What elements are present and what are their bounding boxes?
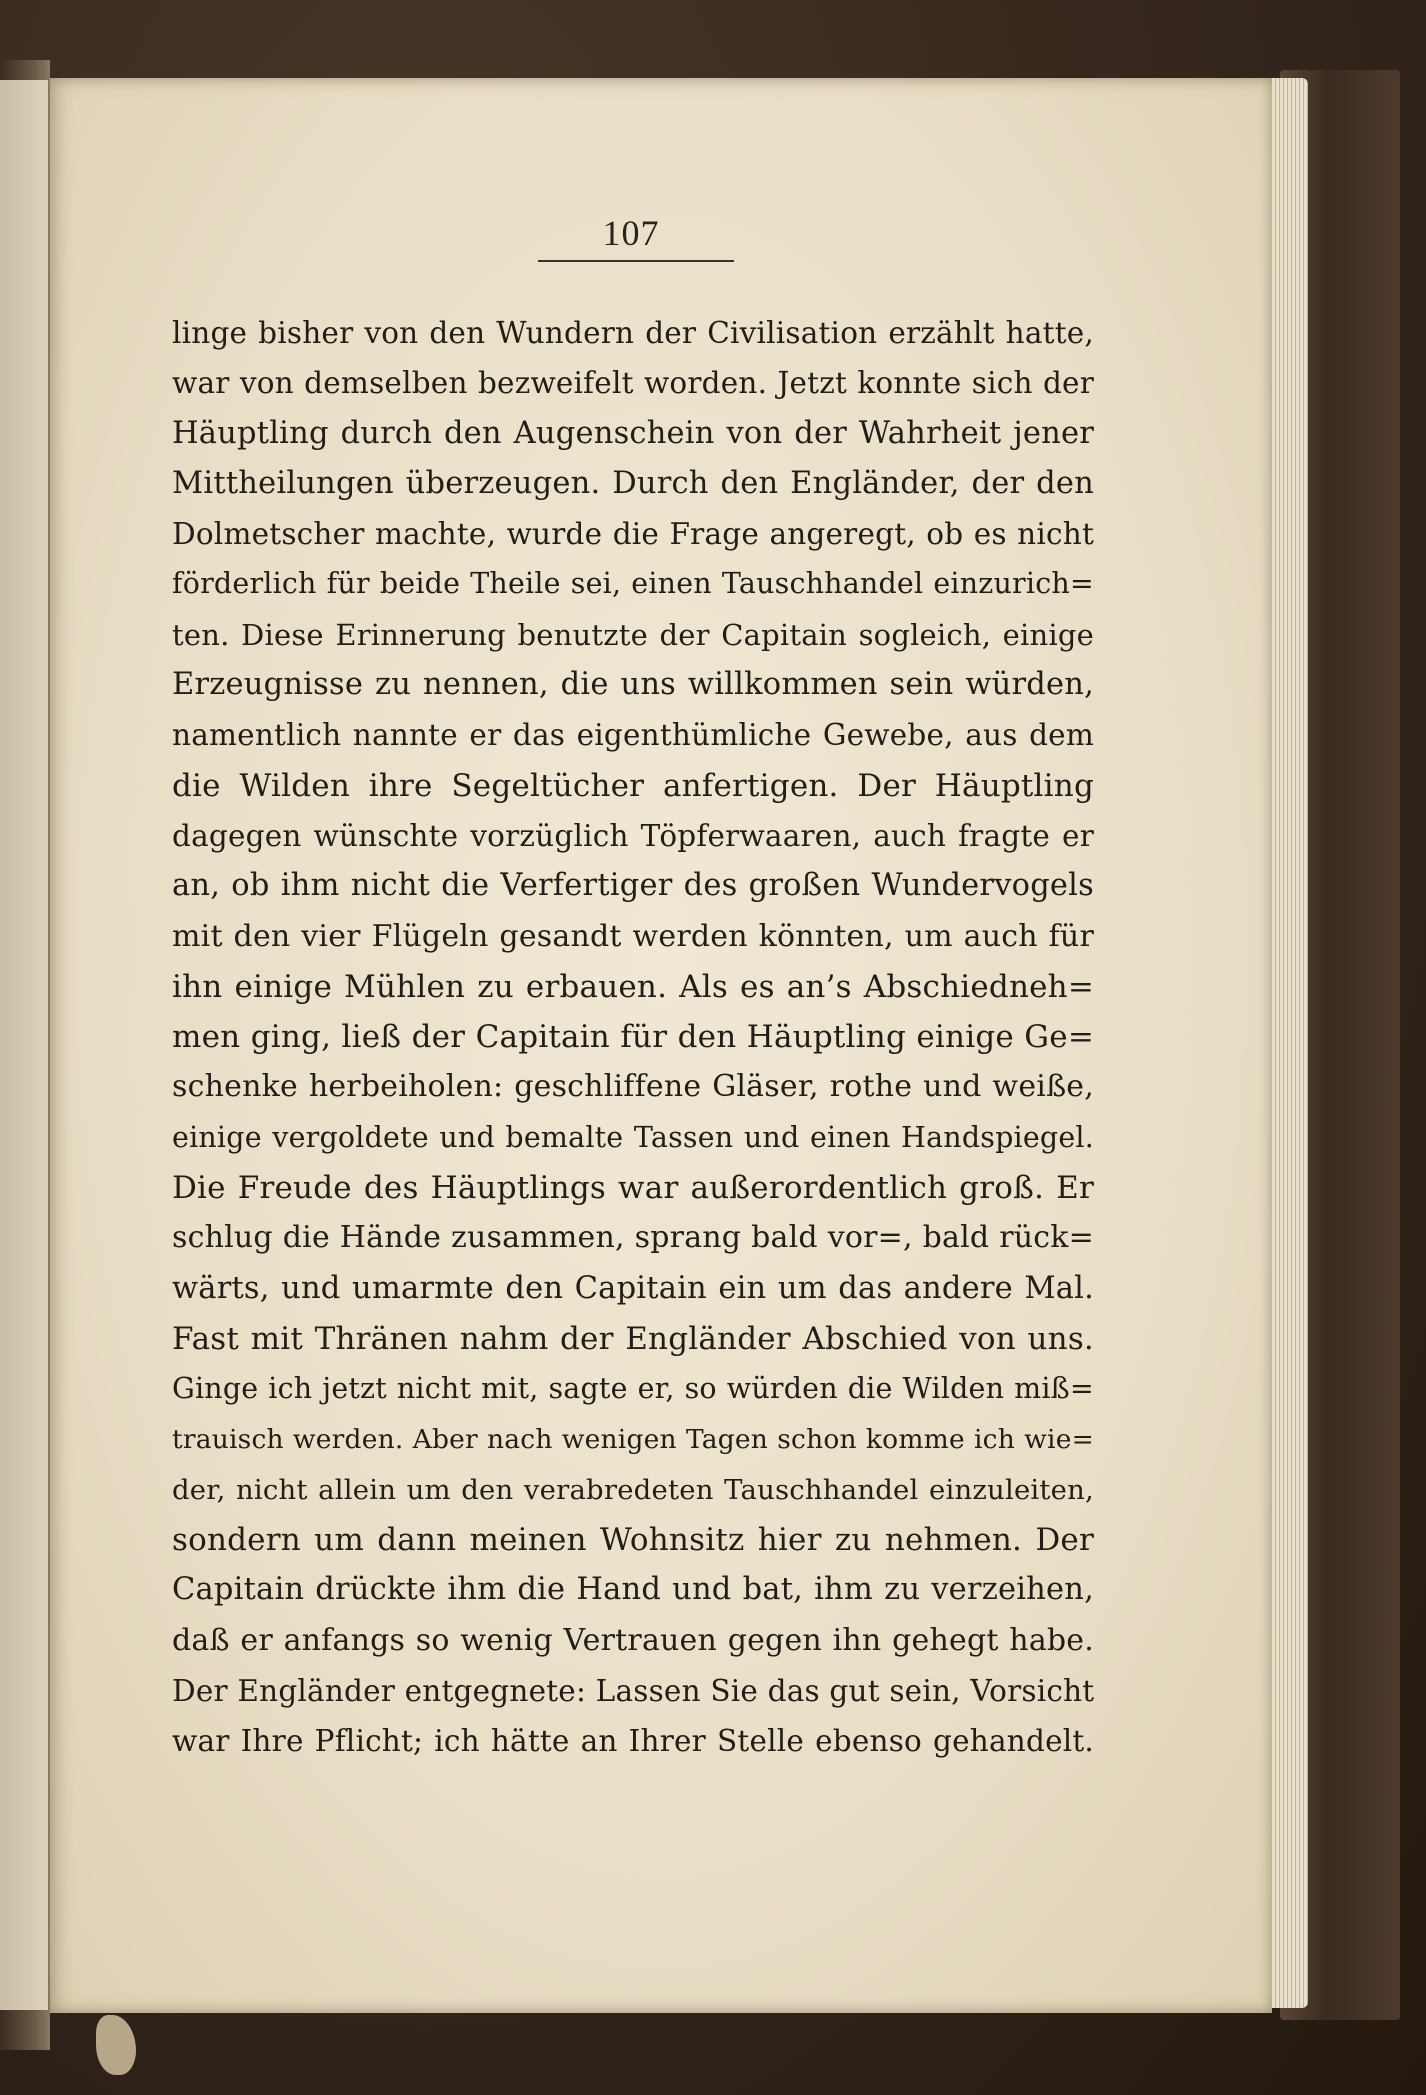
text-line: trauisch werden. Aber nach wenigen Tagen schon komme ich wie= <box>172 1423 1094 1455</box>
text-line: schenke herbeiholen: geschliffene Gläser, rothe und weiße, <box>172 1069 1094 1105</box>
text-line: linge bisher von den Wundern der Civilisation erzählt hatte, <box>172 316 1094 350</box>
text-line: an, ob ihm nicht die Verfertiger des großen Wundervogels <box>172 868 1094 904</box>
text-line: Mittheilungen überzeugen. Durch den Engländer, der den <box>172 465 1094 501</box>
text-line: mit den vier Flügeln gesandt werden könnten, um auch für <box>172 918 1094 954</box>
page-edges <box>1268 78 1308 2008</box>
text-line: Capitain drückte ihm die Hand und bat, ihm zu verzeihen, <box>172 1572 1094 1608</box>
text-line: daß er anfangs so wenig Vertrauen gegen ihn gehegt habe. <box>172 1622 1094 1658</box>
text-line: die Wilden ihre Segeltücher anfertigen. Der Häuptling <box>172 767 1094 804</box>
previous-page-edge <box>0 80 48 2010</box>
text-line: Häuptling durch den Augenschein von der Wahrheit jener <box>172 415 1094 451</box>
text-line: sondern um dann meinen Wohnsitz hier zu nehmen. Der <box>172 1522 1094 1559</box>
text-line: dagegen wünschte vorzüglich Töpferwaaren, auch fragte er <box>172 818 1094 853</box>
text-line: war Ihre Pflicht; ich hätte an Ihrer Stelle ebenso gehandelt. <box>172 1724 1094 1759</box>
text-line: Fast mit Thränen nahm der Engländer Abschied von uns. <box>172 1320 1094 1357</box>
text-line: Erzeugnisse zu nennen, die uns willkommen sein würden, <box>172 667 1094 703</box>
header-rule <box>538 260 734 262</box>
text-line: wärts, und umarmte den Capitain ein um das andere Mal. <box>172 1270 1094 1306</box>
text-line: war von demselben bezweifelt worden. Jetzt konnte sich der <box>172 366 1094 401</box>
text-line: Dolmetscher machte, wurde die Frage angeregt, ob es nicht <box>172 517 1094 552</box>
body-text <box>172 308 1094 1767</box>
text-line: Die Freude des Häuptlings war außerordentlich groß. Er <box>172 1170 1094 1207</box>
text-line: schlug die Hände zusammen, sprang bald vor=, bald rück= <box>172 1220 1094 1256</box>
page-number: 107 <box>602 213 660 253</box>
text-line: namentlich nannte er das eigenthümliche Gewebe, aus dem <box>172 718 1094 753</box>
text-line: men ging, ließ der Capitain für den Häuptling einige Ge= <box>172 1019 1094 1056</box>
text-line: ten. Diese Erinnerung benutzte der Capitain sogleich, einige <box>172 617 1094 652</box>
text-line: ihn einige Mühlen zu erbauen. Als es an’s Abschiedneh= <box>172 968 1094 1005</box>
text-line: Der Engländer entgegnete: Lassen Sie das gut sein, Vorsicht <box>172 1674 1095 1709</box>
text-line: einige vergoldete und bemalte Tassen und einen Handspiegel. <box>172 1120 1094 1154</box>
text-line: förderlich für beide Theile sei, einen Tauschhandel einzurich= <box>172 567 1094 601</box>
text-line: der, nicht allein um den verabredeten Tauschhandel einzuleiten, <box>172 1473 1094 1506</box>
text-line: Ginge ich jetzt nicht mit, sagte er, so würden die Wilden miß= <box>172 1372 1094 1406</box>
